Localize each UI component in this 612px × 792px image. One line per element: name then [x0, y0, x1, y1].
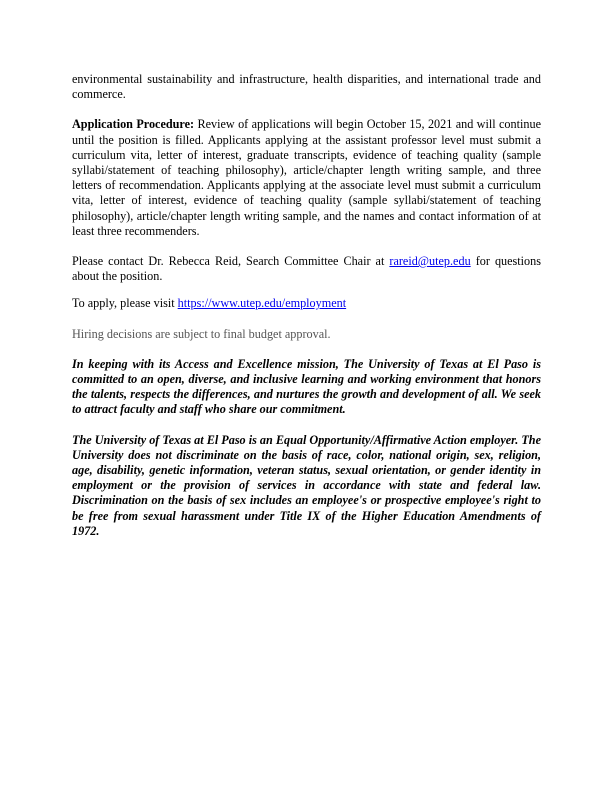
contact-paragraph — [72, 254, 541, 284]
contact-email-link[interactable]: rareid@utep.edu — [389, 254, 471, 269]
employment-link[interactable]: https://www.utep.edu/employment — [177, 296, 347, 311]
hiring-notice: Hiring decisions are subject to final budget approval. — [72, 326, 331, 341]
access-excellence-statement: In keeping with its Access and Excellence mission, The University of Texas at El Paso is committed to an open, diverse, and inclusive learning and working environment that honors the talents, respects the differences, and nurtures the growth and development of all. We seek to attract faculty and staff who share our commitment. — [72, 356, 541, 417]
contact-text-end: for questions about the position. — [72, 254, 541, 284]
apply-paragraph — [72, 296, 541, 311]
application-procedure-text: Review of applications will begin October 15, 2021 and will continue until the position is filled. Applicants applying at the assistant professor level must submit a curriculum vita, letter of interest, graduate transcripts, evidence of teaching quality (sample syllabi/statement of teaching philosophy), article/chapter length writing sample, and three letters of recommendation. Applicants applying at the associate level must submit a curriculum vita, letter of interest, evidence of teaching quality (sample syllabi/statement of teaching philosophy), article/chapter length writing sample, and the names and contact information of at least three recommenders. — [72, 117, 541, 238]
contact-text: Please contact Dr. Rebecca Reid, Search Committee Chair at — [72, 254, 390, 269]
application-procedure-paragraph — [72, 117, 541, 239]
research-areas-paragraph: environmental sustainability and infrastructure, health disparities, and international trade and commerce. — [72, 72, 541, 102]
application-procedure-heading: Application Procedure: — [72, 117, 195, 132]
apply-text: To apply, please visit — [72, 296, 178, 311]
equal-opportunity-statement: The University of Texas at El Paso is an Equal Opportunity/Affirmative Action employer. The University does not discriminate on the basis of race, color, national origin, sex, religion, age, disability, genetic information, veteran status, sexual orientation, or gender identity in employment or the provision of services in accordance with state and federal law. Discrimination on the basis of sex includes an employee's or prospective employee's right to be free from sexual harassment under Title IX of the Higher Education Amendments of 1972. — [72, 432, 541, 538]
